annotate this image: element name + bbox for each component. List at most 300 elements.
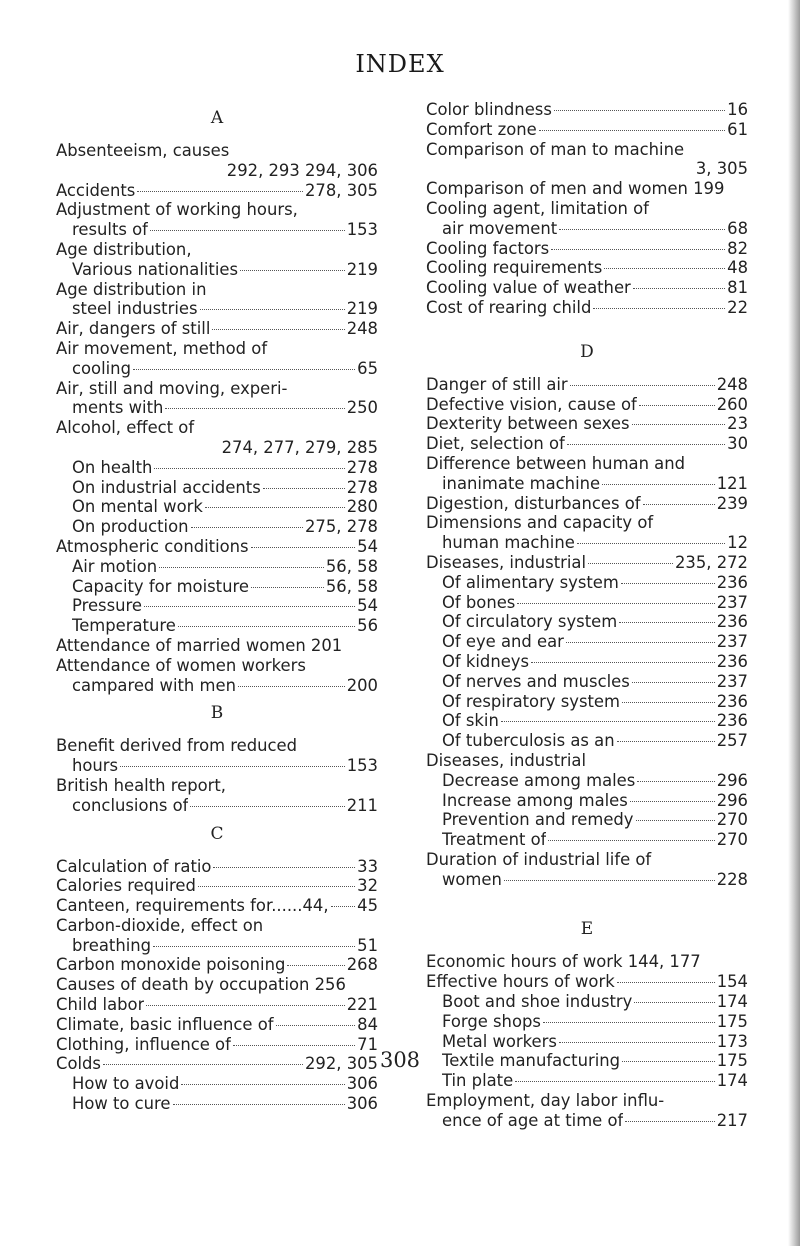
entry-text: Child labor bbox=[56, 995, 145, 1015]
dot-leader bbox=[120, 766, 345, 767]
page-edge-shadow bbox=[788, 0, 800, 1246]
entry-page: 71 bbox=[357, 1034, 378, 1054]
dot-leader bbox=[504, 880, 715, 881]
entry-text: Cooling value of weather bbox=[426, 278, 631, 298]
entry-row bbox=[426, 612, 748, 632]
entry-row bbox=[426, 992, 748, 1012]
index-entry bbox=[56, 181, 378, 201]
entry-page: 65 bbox=[357, 358, 378, 378]
entry-row bbox=[426, 258, 748, 278]
entry-row bbox=[56, 616, 378, 636]
index-entry bbox=[56, 339, 378, 359]
entry-row bbox=[56, 458, 378, 478]
entry-row bbox=[426, 474, 748, 494]
entry-page: 278, 305 bbox=[305, 180, 378, 200]
entry-row bbox=[426, 593, 748, 613]
entry-page: 48 bbox=[727, 258, 748, 278]
entry-text: Textile manufacturing bbox=[442, 1051, 621, 1071]
entry-text: Of eye and ear bbox=[442, 632, 564, 652]
entry-text: Calculation of ratio bbox=[56, 856, 212, 876]
index-entry bbox=[56, 876, 378, 896]
entry-text: Of skin bbox=[442, 711, 499, 731]
dot-leader bbox=[593, 308, 725, 309]
index-entry bbox=[56, 955, 378, 975]
entry-page: 217 bbox=[716, 1110, 748, 1130]
entry-text: ence of age at time of bbox=[442, 1110, 624, 1130]
entry-row bbox=[56, 936, 378, 956]
entry-text: Economic hours of work 144, 177 bbox=[426, 952, 701, 972]
entry-row bbox=[56, 478, 378, 498]
entry-row bbox=[56, 676, 378, 696]
entry-page: 12 bbox=[727, 533, 748, 553]
entry-text: On industrial accidents bbox=[72, 477, 261, 497]
right-column bbox=[426, 100, 748, 1131]
index-entry bbox=[56, 1094, 378, 1114]
entry-row bbox=[56, 796, 378, 816]
dot-leader bbox=[198, 886, 355, 887]
entry-row bbox=[426, 692, 748, 712]
entry-row bbox=[426, 100, 748, 120]
index-entry bbox=[56, 975, 378, 995]
entry-row bbox=[426, 414, 748, 434]
entry-row bbox=[56, 398, 378, 418]
dot-leader bbox=[567, 444, 725, 445]
entry-text: Air, dangers of still bbox=[56, 319, 211, 339]
index-entry bbox=[426, 751, 748, 771]
index-entry bbox=[56, 577, 378, 597]
index-entry bbox=[426, 1071, 748, 1091]
entry-row bbox=[56, 955, 378, 975]
dot-leader bbox=[632, 424, 726, 425]
entry-row bbox=[426, 830, 748, 850]
entry-text: campared with men bbox=[72, 675, 236, 695]
entry-row bbox=[426, 434, 748, 454]
entry-text: Of bones bbox=[442, 592, 516, 612]
entry-text: Of kidneys bbox=[442, 651, 530, 671]
index-entry bbox=[426, 632, 748, 652]
index-entry bbox=[56, 537, 378, 557]
index-entry bbox=[56, 299, 378, 319]
index-entry bbox=[426, 791, 748, 811]
index-entry bbox=[56, 220, 378, 240]
dot-leader bbox=[150, 230, 345, 231]
entry-row bbox=[426, 870, 748, 890]
dot-leader bbox=[636, 820, 715, 821]
entry-row bbox=[426, 298, 748, 318]
index-entry bbox=[56, 141, 378, 161]
entry-row bbox=[56, 896, 378, 916]
entry-text: British health report, bbox=[56, 775, 227, 795]
entry-text: hours bbox=[72, 756, 119, 776]
entry-page: 236 bbox=[716, 691, 748, 711]
index-entry bbox=[426, 434, 748, 454]
index-entry bbox=[426, 375, 748, 395]
index-entry bbox=[56, 359, 378, 379]
entry-text: How to cure bbox=[72, 1094, 171, 1114]
entry-text: breathing bbox=[72, 935, 152, 955]
index-entry bbox=[426, 140, 748, 160]
dot-leader bbox=[559, 1042, 715, 1043]
dot-leader bbox=[154, 468, 344, 469]
entry-page: 54 bbox=[357, 536, 378, 556]
entry-text: On health bbox=[72, 457, 153, 477]
index-entry bbox=[56, 736, 378, 756]
entry-row bbox=[56, 857, 378, 877]
entry-text: Of tuberculosis as an bbox=[442, 731, 615, 751]
dot-leader bbox=[577, 543, 725, 544]
entry-text: ments with bbox=[72, 398, 164, 418]
dot-leader bbox=[517, 603, 714, 604]
index-entry bbox=[426, 972, 748, 992]
index-entry bbox=[56, 260, 378, 280]
entry-row bbox=[426, 375, 748, 395]
entry-text: Boot and shoe industry bbox=[442, 992, 633, 1012]
entry-page: 270 bbox=[716, 810, 748, 830]
entry-text: Absenteeism, causes bbox=[56, 141, 230, 160]
entry-page: 51 bbox=[357, 935, 378, 955]
index-entry bbox=[426, 533, 748, 553]
entry-row bbox=[426, 632, 748, 652]
dot-leader bbox=[622, 702, 715, 703]
dot-leader bbox=[531, 662, 715, 663]
index-entry bbox=[56, 936, 378, 956]
entry-text: Metal workers bbox=[442, 1031, 557, 1051]
entry-text: Causes of death by occupation 256 bbox=[56, 975, 346, 995]
dot-leader bbox=[634, 1002, 714, 1003]
dot-leader bbox=[630, 801, 715, 802]
index-entry bbox=[426, 711, 748, 731]
index-entry bbox=[56, 756, 378, 776]
dot-leader bbox=[173, 1104, 345, 1105]
dot-leader bbox=[515, 1081, 715, 1082]
entry-row bbox=[426, 652, 748, 672]
entry-text: Employment, day labor influ- bbox=[426, 1091, 665, 1111]
entry-text: Age distribution in bbox=[56, 279, 207, 299]
section-letter: E bbox=[580, 919, 594, 940]
dot-leader bbox=[604, 268, 725, 269]
entry-page: 175 bbox=[716, 1051, 748, 1071]
entry-text: On production bbox=[72, 517, 189, 537]
index-entry bbox=[426, 692, 748, 712]
dot-leader bbox=[263, 488, 345, 489]
entry-text: Prevention and remedy bbox=[442, 810, 634, 830]
dot-leader bbox=[178, 626, 355, 627]
dot-leader bbox=[146, 1005, 344, 1006]
entry-page: 237 bbox=[716, 632, 748, 652]
entry-row bbox=[56, 220, 378, 240]
entry-page: 296 bbox=[716, 770, 748, 790]
entry-page: 81 bbox=[727, 278, 748, 298]
index-entry bbox=[426, 298, 748, 318]
entry-row bbox=[56, 517, 378, 537]
index-entry bbox=[426, 179, 748, 199]
entry-text: 274, 277, 279, 285 bbox=[221, 437, 378, 457]
entry-text: On mental work bbox=[72, 497, 203, 517]
entry-text: Age distribution, bbox=[56, 239, 192, 259]
dot-leader bbox=[233, 1045, 355, 1046]
index-entry bbox=[426, 810, 748, 830]
entry-row bbox=[56, 319, 378, 339]
entry-page: 174 bbox=[716, 1071, 748, 1091]
index-entry bbox=[56, 497, 378, 517]
entry-text: Dexterity between sexes bbox=[426, 414, 630, 434]
dot-leader bbox=[276, 1025, 356, 1026]
dot-leader bbox=[551, 249, 725, 250]
entry-text: Colds bbox=[56, 1054, 101, 1074]
entry-text: Climate, basic influence of bbox=[56, 1014, 274, 1034]
index-entry bbox=[426, 771, 748, 791]
entry-text: Danger of still air bbox=[426, 374, 568, 394]
entry-page: 84 bbox=[357, 1014, 378, 1034]
entry-row bbox=[426, 120, 748, 140]
entry-page: 257 bbox=[716, 731, 748, 751]
left-column bbox=[56, 100, 378, 1114]
dot-leader bbox=[190, 806, 344, 807]
index-entry bbox=[56, 596, 378, 616]
index-entry bbox=[426, 1111, 748, 1131]
entry-page: 248 bbox=[716, 374, 748, 394]
dot-leader bbox=[200, 309, 345, 310]
entry-text: women bbox=[442, 869, 502, 889]
index-entry bbox=[426, 1091, 748, 1111]
entry-page: 82 bbox=[727, 238, 748, 258]
section-letter: C bbox=[210, 823, 224, 844]
dot-leader bbox=[619, 622, 715, 623]
entry-row bbox=[56, 596, 378, 616]
entry-text: Attendance of women workers bbox=[56, 655, 306, 675]
entry-page: 306 bbox=[346, 1094, 378, 1114]
entry-page: 56, 58 bbox=[325, 576, 378, 596]
entry-text: Carbon monoxide poisoning bbox=[56, 955, 286, 975]
entry-row bbox=[56, 1074, 378, 1094]
entry-text: Cooling requirements bbox=[426, 258, 603, 278]
entry-text: Comfort zone bbox=[426, 119, 537, 139]
index-entry bbox=[56, 656, 378, 676]
dot-leader bbox=[191, 527, 303, 528]
index-entry bbox=[56, 379, 378, 399]
index-entry bbox=[426, 1012, 748, 1032]
entry-page: 61 bbox=[727, 119, 748, 139]
section-letter: B bbox=[210, 703, 224, 724]
entry-text: steel industries bbox=[72, 299, 198, 319]
index-entry bbox=[426, 593, 748, 613]
entry-row bbox=[56, 1094, 378, 1114]
dot-leader bbox=[240, 270, 345, 271]
entry-text: Attendance of married women 201 bbox=[56, 635, 343, 655]
index-entry bbox=[56, 557, 378, 577]
entry-row bbox=[56, 299, 378, 319]
index-entry bbox=[426, 513, 748, 533]
index-entry bbox=[426, 414, 748, 434]
entry-page: 68 bbox=[727, 218, 748, 238]
entry-text: results of bbox=[72, 220, 148, 240]
index-entry bbox=[56, 676, 378, 696]
entry-row bbox=[426, 239, 748, 259]
entry-page: 56 bbox=[357, 616, 378, 636]
entry-page: 200 bbox=[346, 675, 378, 695]
entry-row bbox=[56, 577, 378, 597]
entry-text: Carbon-dioxide, effect on bbox=[56, 915, 264, 935]
entry-row bbox=[56, 181, 378, 201]
entry-text: Comparison of man to machine bbox=[426, 139, 685, 159]
index-entry bbox=[56, 458, 378, 478]
entry-text: Air movement, method of bbox=[56, 338, 268, 358]
entry-row bbox=[56, 876, 378, 896]
entry-row bbox=[426, 810, 748, 830]
entry-text: Difference between human and bbox=[426, 453, 686, 473]
entry-page: 237 bbox=[716, 671, 748, 691]
dot-leader bbox=[621, 583, 715, 584]
entry-row bbox=[56, 359, 378, 379]
index-entry bbox=[426, 731, 748, 751]
dot-leader bbox=[205, 507, 345, 508]
entry-page: 250 bbox=[346, 398, 378, 418]
entry-text: Benefit derived from reduced bbox=[56, 736, 298, 756]
index-entry bbox=[426, 672, 748, 692]
dot-leader bbox=[539, 130, 725, 131]
index-entry bbox=[426, 850, 748, 870]
entry-page: 174 bbox=[716, 992, 748, 1012]
entry-page: 278 bbox=[346, 457, 378, 477]
entry-text: Tin plate bbox=[442, 1071, 514, 1091]
entry-page: 292, 305 bbox=[305, 1054, 378, 1074]
entry-row bbox=[56, 537, 378, 557]
index-entry bbox=[426, 159, 748, 179]
entry-page: 175 bbox=[716, 1011, 748, 1031]
entry-page: 221 bbox=[346, 995, 378, 1015]
entry-row bbox=[56, 995, 378, 1015]
dot-leader bbox=[133, 369, 355, 370]
entry-page: 278 bbox=[346, 477, 378, 497]
entry-row bbox=[426, 494, 748, 514]
entry-row bbox=[426, 1111, 748, 1131]
entry-page: 121 bbox=[716, 473, 748, 493]
entry-text: air movement bbox=[442, 218, 558, 238]
entry-page: 235, 272 bbox=[675, 552, 748, 572]
index-entry bbox=[56, 616, 378, 636]
dot-leader bbox=[238, 686, 345, 687]
index-entry bbox=[56, 478, 378, 498]
entry-row bbox=[426, 711, 748, 731]
entry-text: Clothing, influence of bbox=[56, 1034, 231, 1054]
index-entry bbox=[426, 494, 748, 514]
entry-row bbox=[56, 756, 378, 776]
index-entry bbox=[56, 796, 378, 816]
dot-leader bbox=[632, 682, 715, 683]
index-entry bbox=[56, 896, 378, 916]
dot-leader bbox=[287, 965, 344, 966]
entry-page: 219 bbox=[346, 299, 378, 319]
index-entry bbox=[426, 992, 748, 1012]
entry-page: 296 bbox=[716, 790, 748, 810]
entry-page: 260 bbox=[716, 394, 748, 414]
entry-row bbox=[426, 533, 748, 553]
entry-page: 153 bbox=[346, 756, 378, 776]
entry-row bbox=[426, 219, 748, 239]
dot-leader bbox=[559, 229, 725, 230]
entry-page: 228 bbox=[716, 869, 748, 889]
index-entry bbox=[56, 418, 378, 438]
entry-page: 154 bbox=[716, 972, 748, 992]
index-entry bbox=[56, 240, 378, 260]
entry-text: Atmospheric conditions bbox=[56, 536, 249, 556]
entry-row bbox=[426, 972, 748, 992]
index-entry bbox=[56, 517, 378, 537]
entry-page: 173 bbox=[716, 1031, 748, 1051]
entry-text: Effective hours of work bbox=[426, 972, 615, 992]
entry-page: 56, 58 bbox=[325, 556, 378, 576]
entry-row bbox=[426, 1071, 748, 1091]
index-entry bbox=[56, 319, 378, 339]
dot-leader bbox=[181, 1084, 344, 1085]
index-entry bbox=[426, 258, 748, 278]
index-entry bbox=[56, 857, 378, 877]
entry-text: Duration of industrial life of bbox=[426, 849, 652, 869]
entry-page: 236 bbox=[716, 711, 748, 731]
entry-row bbox=[56, 1015, 378, 1035]
index-entry bbox=[426, 553, 748, 573]
index-entry bbox=[56, 1015, 378, 1035]
entry-row bbox=[426, 553, 748, 573]
entry-page: 280 bbox=[346, 497, 378, 517]
index-entry bbox=[56, 636, 378, 656]
dot-leader bbox=[570, 385, 715, 386]
index-entry bbox=[56, 161, 378, 181]
entry-text: Diseases, industrial bbox=[426, 552, 587, 572]
dot-leader bbox=[165, 408, 344, 409]
entry-page: 23 bbox=[727, 414, 748, 434]
entry-text: Decrease among males bbox=[442, 770, 636, 790]
entry-page: 30 bbox=[727, 434, 748, 454]
entry-text: Digestion, disturbances of bbox=[426, 493, 641, 513]
entry-row bbox=[426, 731, 748, 751]
index-entry bbox=[426, 870, 748, 890]
entry-text: inanimate machine bbox=[442, 473, 601, 493]
entry-text: Accidents bbox=[56, 180, 136, 200]
entry-text: Cooling agent, limitation of bbox=[426, 198, 649, 218]
entry-text: Of respiratory system bbox=[442, 691, 620, 711]
entry-page: 275, 278 bbox=[305, 517, 378, 537]
entry-page: 22 bbox=[727, 297, 748, 317]
dot-leader bbox=[543, 1022, 715, 1023]
entry-page: 237 bbox=[716, 592, 748, 612]
entry-text: 292, 293 294, 306 bbox=[226, 160, 378, 180]
entry-text: cooling bbox=[72, 358, 131, 378]
index-entry bbox=[426, 652, 748, 672]
entry-row bbox=[56, 497, 378, 517]
dot-leader bbox=[566, 642, 715, 643]
dot-leader bbox=[159, 567, 324, 568]
entry-text: 3, 305 bbox=[695, 159, 748, 179]
entry-text: conclusions of bbox=[72, 795, 189, 815]
dot-leader bbox=[617, 741, 715, 742]
index-entry bbox=[426, 454, 748, 474]
entry-row bbox=[426, 672, 748, 692]
entry-page: 211 bbox=[346, 795, 378, 815]
entry-page: 239 bbox=[716, 493, 748, 513]
entry-text: Calories required bbox=[56, 876, 196, 896]
section-letter: A bbox=[210, 108, 224, 128]
entry-text: Defective vision, cause of bbox=[426, 394, 637, 414]
entry-row bbox=[426, 791, 748, 811]
index-entry bbox=[56, 1074, 378, 1094]
index-entry bbox=[56, 398, 378, 418]
index-entry bbox=[426, 573, 748, 593]
entry-text: Diseases, industrial bbox=[426, 750, 587, 770]
entry-text: Increase among males bbox=[442, 790, 628, 810]
dot-leader bbox=[144, 606, 355, 607]
entry-text: How to avoid bbox=[72, 1074, 180, 1094]
